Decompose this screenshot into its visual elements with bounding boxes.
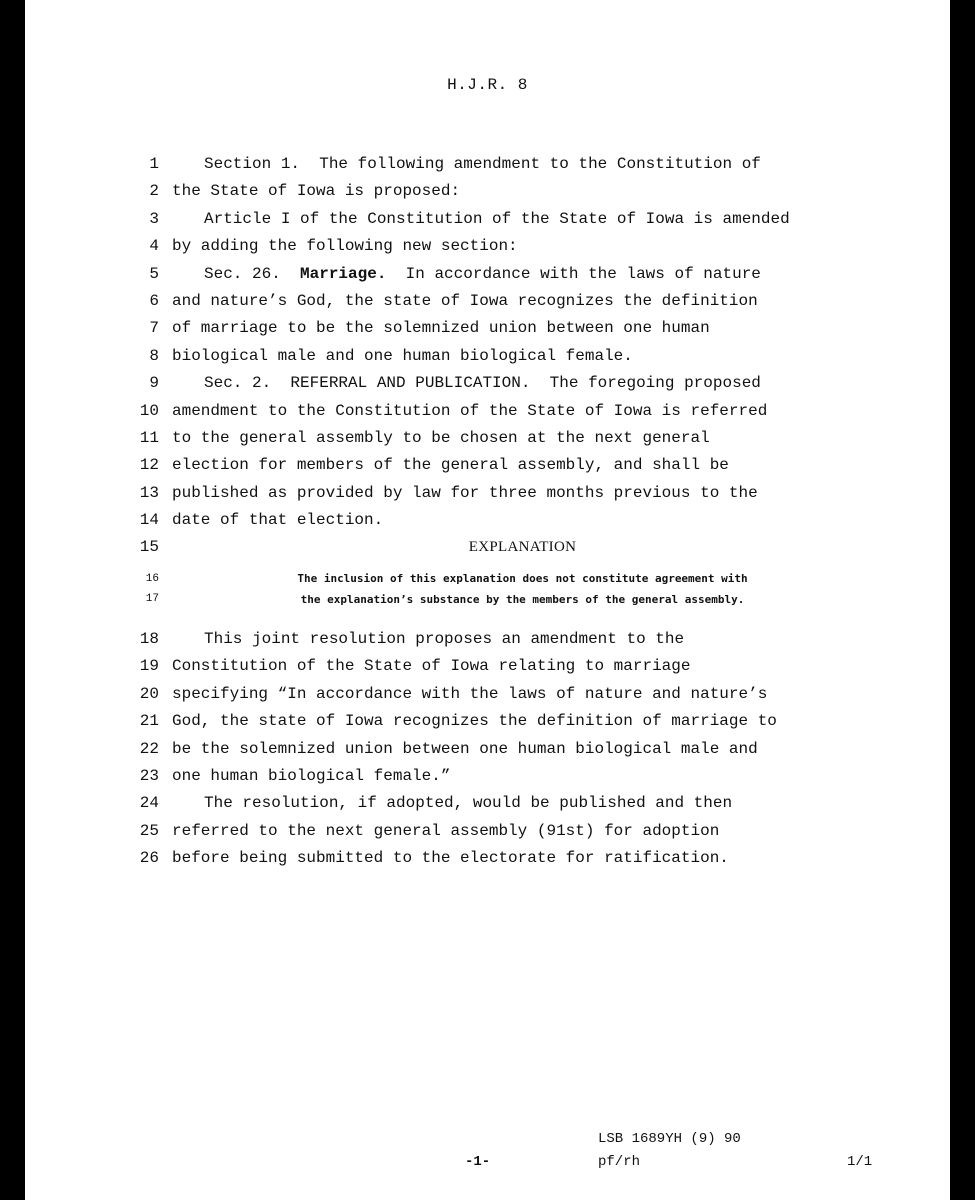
text-line [172,484,758,502]
page-count: 1/1 [847,1154,873,1170]
line-number: 21 [139,712,159,731]
text-segment: Article I of the Constitution of the State of Iowa is amended [204,209,790,228]
text-segment: specifying “In accordance with the laws of nature and nature’s [172,684,768,703]
text-line [172,822,719,840]
text-segment: Sec. 2. REFERRAL AND PUBLICATION. The foregoing proposed [204,374,761,393]
text-line [172,237,518,255]
text-line [204,155,761,173]
text-line [172,319,710,337]
text-line [172,402,767,420]
line-number: 24 [139,794,159,813]
text-line [172,429,710,447]
text-line [172,849,729,867]
line-number: 15 [139,538,159,556]
line-number: 9 [149,374,159,393]
text-segment: be the solemnized union between one human biological male and [172,739,758,758]
text-segment: Sec. 26. [204,264,301,283]
line-number: 10 [139,401,159,420]
line-number: 17 [145,593,159,605]
line-number: 1 [149,155,159,173]
text-segment: referred to the next general assembly (91st) for adoption [172,821,720,840]
text-line [204,794,732,812]
text-segment: This joint resolution proposes an amendment to the [204,630,685,648]
text-segment: Constitution of the State of Iowa relating to marriage [172,657,691,676]
text-segment: In accordance with the laws of nature [386,264,761,283]
text-segment: before being submitted to the electorate for ratification. [172,849,729,868]
text-line [172,740,758,758]
text-segment: God, the state of Iowa recognizes the definition of marriage to [172,712,777,731]
line-number: 4 [149,237,159,256]
line-number: 22 [139,739,159,758]
line-number: 8 [149,346,159,365]
line-number: 14 [139,511,159,530]
text-segment: Section 1. The following amendment to the Constitution of [204,155,761,173]
line-number: 2 [149,182,159,201]
line-number: 23 [139,767,159,785]
line-number: 6 [149,292,159,310]
text-line [172,685,767,703]
text-line [172,712,777,730]
text-line [172,657,690,675]
disclaimer-line: The inclusion of this explanation does not constitute agreement with [297,572,748,585]
line-number: 13 [139,483,159,502]
line-number: 12 [139,456,159,475]
lsb-number: LSB 1689YH (9) 90 [598,1131,741,1147]
text-segment: the State of Iowa is proposed: [172,182,461,201]
page-marker: -1- [465,1154,491,1170]
line-number: 7 [149,319,159,338]
text-segment: of marriage to be the solemnized union between one human [172,319,710,338]
text-line [204,630,684,648]
text-line [204,265,761,283]
drafter-initials: pf/rh [598,1154,641,1170]
line-number: 19 [139,657,159,676]
text-line [172,511,383,529]
section-heading: Marriage. [300,264,387,283]
text-line [172,347,633,365]
line-number: 18 [139,630,159,648]
line-number: 11 [139,429,159,447]
text-segment: to the general assembly to be chosen at the next general [172,429,710,447]
line-number: 5 [149,264,159,283]
disclaimer-line: the explanation’s substance by the members of the general assembly. [300,593,745,606]
text-line [204,210,790,228]
bill-title: H.J.R. 8 [447,76,528,94]
text-segment: date of that election. [172,511,384,530]
text-segment: one human biological female.” [172,767,451,785]
document-page [25,0,950,1200]
text-segment: and nature’s God, the state of Iowa recognizes the definition [172,292,758,310]
text-line [172,292,758,310]
text-line [204,374,761,392]
text-segment: published as provided by law for three months previous to the [172,483,758,502]
text-segment: biological male and one human biological female. [172,346,633,365]
line-number: 26 [139,849,159,868]
text-segment: election for members of the general assembly, and shall be [172,456,729,475]
line-number: 16 [145,573,159,585]
text-line [172,182,460,200]
line-number: 20 [139,684,159,703]
text-line [172,456,729,474]
text-segment: The resolution, if adopted, would be published and then [204,794,733,813]
text-line [172,767,450,785]
text-segment: amendment to the Constitution of the State of Iowa is referred [172,401,768,420]
line-number: 25 [139,821,159,840]
explanation-heading: EXPLANATION [468,539,577,555]
text-segment: by adding the following new section: [172,237,518,256]
line-number: 3 [149,209,159,228]
